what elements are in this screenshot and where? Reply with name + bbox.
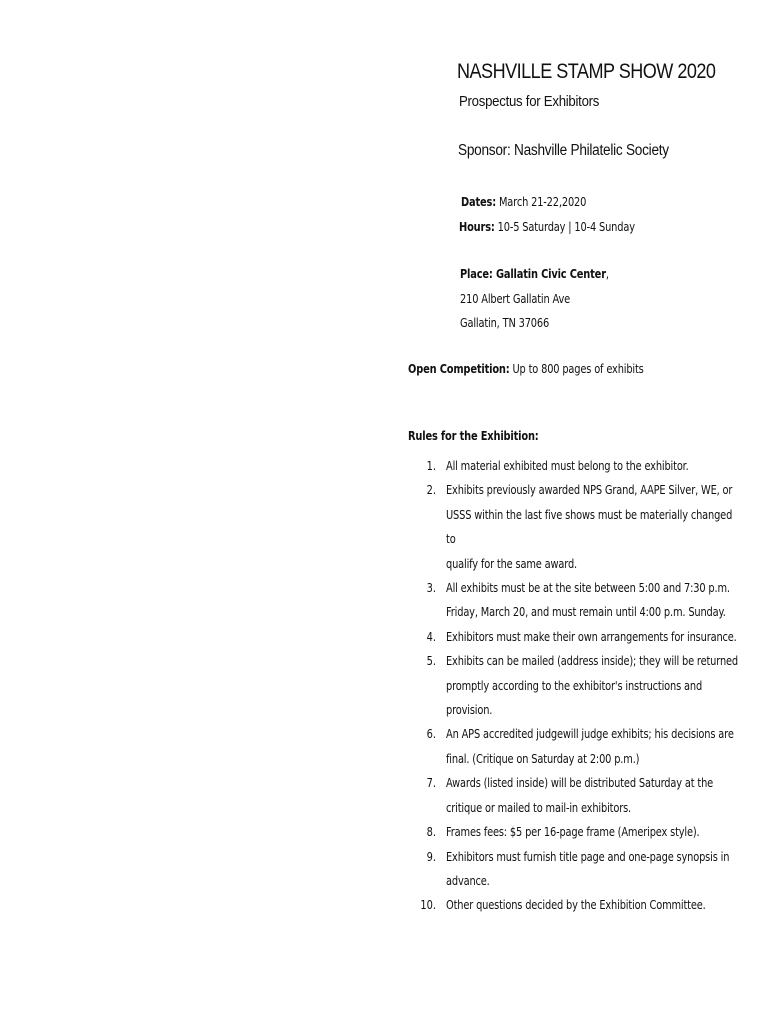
sponsor-line: Sponsor: Nashville Philatelic Society xyxy=(458,142,669,159)
rule-text: Awards (listed inside) will be distributed Saturday at the critique or mailed to mail-in exhibitors. xyxy=(446,776,714,815)
hours-value: 10-5 Saturday | 10-4 Sunday xyxy=(494,220,635,234)
place-label: Place: Gallatin Civic Center xyxy=(460,267,606,281)
dates-label: Dates: xyxy=(461,195,497,209)
rule-number: 1. xyxy=(426,459,436,473)
rule-text: Exhibitors must furnish title page and one-page synopsis in advance. xyxy=(446,849,730,888)
rule-text: Other questions decided by the Exhibition Committee. xyxy=(446,898,706,913)
rule-item xyxy=(412,722,752,771)
rule-item xyxy=(412,625,752,649)
rule-number: 7. xyxy=(426,776,436,791)
rule-item xyxy=(412,576,752,625)
rules-heading: Rules for the Exhibition: xyxy=(408,429,539,443)
rule-text: All material exhibited must belong to the exhibitor. xyxy=(446,459,689,473)
rule-number: 9. xyxy=(426,849,436,864)
rule-item xyxy=(412,893,752,917)
rule-number: 3. xyxy=(426,581,436,596)
rule-text: All exhibits must be at the site between 5:00 and 7:30 p.m. Friday, March 20, and must remain until 4:00 p.m. Sunday. xyxy=(446,581,730,620)
rule-number: 6. xyxy=(426,727,436,742)
rule-number: 4. xyxy=(426,629,436,644)
open-competition-label: Open Competition: xyxy=(408,362,510,376)
rule-number: 10. xyxy=(420,898,436,913)
dates-line xyxy=(461,194,586,210)
rule-item xyxy=(412,771,752,820)
address-line-1: 210 Albert Gallatin Ave xyxy=(460,292,571,306)
place-comma: , xyxy=(605,267,609,281)
rule-number: 2. xyxy=(426,483,436,498)
rule-number: 8. xyxy=(426,825,436,840)
rule-text: An APS accredited judgewill judge exhibits; his decisions are final. (Critique on Saturday at 2:00 p.m.) xyxy=(446,727,734,766)
rule-item xyxy=(412,820,752,844)
rule-item xyxy=(412,454,752,478)
rule-text: Frames fees: $5 per 16-page frame (Ameripex style). xyxy=(446,825,700,840)
page-title: NASHVILLE STAMP SHOW 2020 xyxy=(457,60,716,83)
rules-list xyxy=(412,454,752,918)
place-line xyxy=(460,266,609,282)
address-line-2: Gallatin, TN 37066 xyxy=(460,316,550,330)
open-competition-value: Up to 800 pages of exhibits xyxy=(509,362,644,376)
rule-item xyxy=(412,649,752,722)
rule-text: Exhibits previously awarded NPS Grand, AAPE Silver, WE, or USSS within the last five shows must be materially changed to qualify for the same award. xyxy=(446,483,733,571)
open-competition-line xyxy=(408,361,644,377)
hours-line xyxy=(459,219,635,235)
rule-text: Exhibits can be mailed (address inside); they will be returned promptly according to the exhibitor's instructions and provision. xyxy=(446,654,739,718)
hours-label: Hours: xyxy=(459,220,495,234)
rule-number: 5. xyxy=(426,654,436,669)
rule-item xyxy=(412,478,752,576)
rule-text: Exhibitors must make their own arrangements for insurance. xyxy=(446,629,737,644)
dates-value: March 21-22,2020 xyxy=(496,195,587,209)
rule-item xyxy=(412,845,752,894)
page-subtitle: Prospectus for Exhibitors xyxy=(459,93,600,110)
